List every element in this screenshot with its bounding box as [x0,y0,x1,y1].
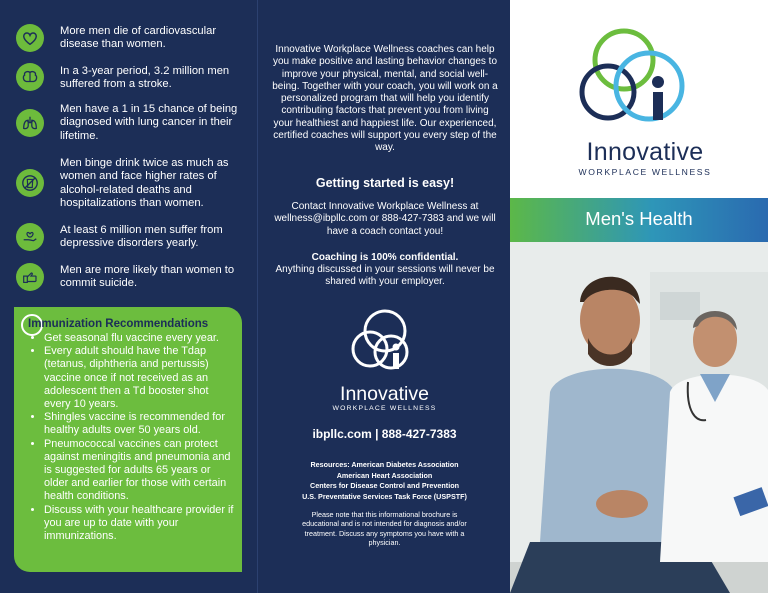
immunization-item: • Every adult should have the Tdap (tetanus, diphtheria and pertussis) vaccine once if not received as an adolescent then a Td booster shot every 10 years. [44,345,234,411]
immunization-item: • Get seasonal flu vaccine every year. [44,332,234,345]
cover-logo-tagline: WORKPLACE WELLNESS [578,167,712,177]
support-hand-icon [16,223,44,251]
immunization-heading: Immunization Recommendations [28,318,209,330]
title-band [510,198,768,242]
logo-name: Innovative [340,383,429,405]
logo-tagline: WORKPLACE WELLNESS [332,405,437,412]
helping-hands-icon [16,263,44,291]
contact-text: Contact Innovative Workplace Wellness at wellness@ibpllc.com or 888-427-7383 and we will have a coach contact you! [274,201,496,237]
cover-logo-icon [578,24,706,128]
confidential-text: Anything discussed in your sessions will never be shared with your employer. [275,264,495,288]
cover-logo-name: Innovative [586,138,704,166]
website-phone: ibpllc.com | 888-427-7383 [312,427,457,441]
cover-title: Men's Health [585,208,693,229]
immunization-item: • Pneumococcal vaccines can protect against meningitis and pneumonia and is suggested for adults 65 years or older and earlier for those with certain health conditions. [44,438,234,504]
brain-icon [16,63,44,91]
heart-icon [16,24,44,52]
immunization-item: • Discuss with your healthcare provider if you are up to date with your immunizations. [44,504,234,544]
cover-panel [510,0,768,593]
coaching-intro: Innovative Workplace Wellness coaches can help you make positive and lasting behavior changes to improve your physical, mental, and social well-being. Together with your coach, you will work on a personalized program that will help you identify contributing factors that prevent you from living your healthiest and happiest life. Our experienced, certified coaches will support you every step of the way. [272,44,498,154]
immunization-item: • Shingles vaccine is recommended for healthy adults over 50 years old. [44,411,234,437]
immunization-box [14,307,242,572]
confidential-heading: Coaching is 100% confidential. [311,252,459,263]
resources-list: Resources: American Diabetes Association American Heart Association Centers for Disease Control and Prevention U.S. Preventative Services Task Force (USPSTF) [302,460,467,501]
getting-started-heading: Getting started is easy! [315,176,455,190]
left-panel: More men die of cardiovascular disease than women. In a 3-year period, 3.2 million men suffered from a stroke. Men have a 1 in 15 chance of being diagnosed with lung cancer in their lifetime. Men binge drink twice as much as women and face higher rates of alcohol-related deaths and hospitalizations than women. At least 6 million men suffer from depressive disorders yearly. Men are more likely than women to commit suicide. Immunization Recommendations • Get seasonal flu vaccine every year. • Every adult should have the Tdap (tetanus, diphtheria and pertussis) vaccine once if not received as an adolescent then a Td booster shot every 10 years. • Shingles vaccine is recommended for healthy adults over 50 years old. • Pneumococcal vaccines can protect against meningitis and pneumonia and is suggested for adults 65 years or older and earlier for those with certain health conditions. • Discuss with your healthcare provider if you are up to date with your immunizations. [0,0,257,593]
middle-panel [257,0,511,593]
no-alcohol-icon [16,169,44,197]
lungs-icon [16,109,44,137]
disclaimer: Please note that this informational brochure is educational and is not intended for diagnosis and/or treatment. Discuss any symptoms you have with a physician. [302,510,467,548]
cover-photo [510,242,768,593]
logo-mark-icon [348,307,418,379]
immunization-list [14,332,234,543]
cover-brand [550,138,740,177]
doctor-patient-illustration [510,242,768,593]
